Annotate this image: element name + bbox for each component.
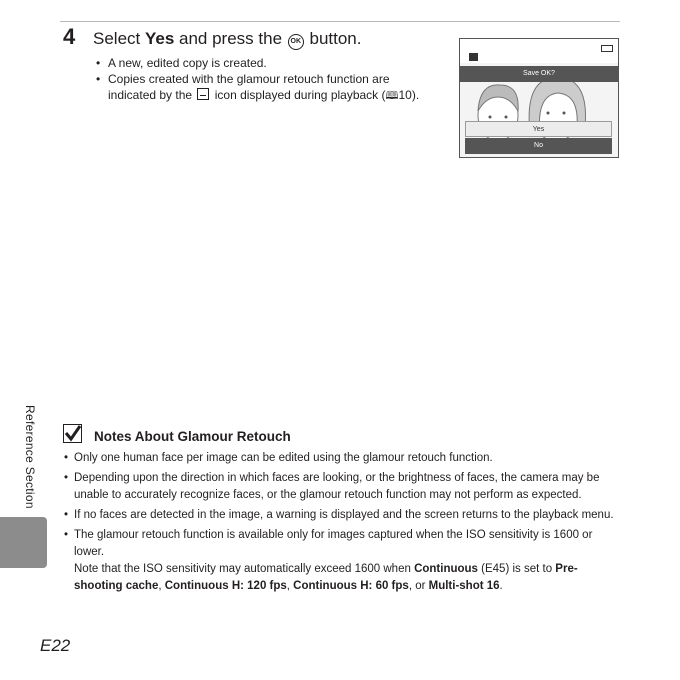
- step-instruction: [93, 29, 361, 50]
- step-text-3: button.: [304, 29, 362, 48]
- note-item-4-text: The glamour retouch function is available only for images captured when the ISO sensitivity is 1600 or lower.: [74, 529, 593, 558]
- cont60-term: Continuous H: 60 fps: [293, 580, 409, 592]
- step-number: 4: [63, 24, 76, 49]
- playback-mode-icon: [469, 53, 478, 61]
- step-bullets: [96, 55, 426, 104]
- sep: , or: [408, 580, 429, 592]
- continuous-term: Continuous: [414, 563, 478, 575]
- section-side-label: Reference Section: [23, 405, 37, 509]
- top-rule: [60, 21, 620, 22]
- sep: .: [499, 580, 503, 592]
- caution-check-icon: [63, 424, 82, 443]
- note-item: [64, 527, 624, 595]
- camera-topbar: [460, 39, 618, 63]
- note-item: • If no faces are detected in the image, a warning is displayed and the screen returns to the playback menu.: [64, 507, 624, 524]
- step-yes-word: Yes: [144, 29, 175, 48]
- step-text-1: Select: [93, 29, 145, 48]
- battery-icon: [601, 45, 613, 52]
- notes-heading: Notes About Glamour Retouch: [94, 429, 291, 444]
- sep: ,: [286, 580, 294, 592]
- yes-option[interactable]: Yes: [465, 121, 612, 137]
- step-bullet-2: [96, 71, 426, 104]
- save-prompt-title: Save OK?: [460, 66, 618, 82]
- bullet-2-text-b: icon displayed during playback (: [211, 88, 386, 102]
- bullet-2-close: ).: [411, 88, 420, 102]
- note-item: • Depending upon the direction in which faces are looking, or the brightness of faces, the camera may be unable to accurately recognize faces, or the glamour retouch function may not perform as expected.: [64, 470, 624, 504]
- note-extra: [74, 561, 624, 595]
- bullet-2-ref: 10: [398, 88, 412, 102]
- step-text-2: and press the: [174, 29, 287, 48]
- note-extra-ref: (E45) is set to: [477, 563, 556, 575]
- page-number: E22: [40, 636, 71, 655]
- cont120-term: Continuous H: 120 fps: [164, 580, 287, 592]
- notes-list: [64, 450, 624, 598]
- step-bullet-1: • A new, edited copy is created.: [96, 55, 426, 71]
- bullet-2-text-a: Copies created with the glamour retouch function are indicated by the: [108, 72, 390, 102]
- book-reference-icon: 🕮: [385, 90, 399, 102]
- ok-button-icon: OK: [288, 34, 304, 50]
- section-tab: [0, 517, 47, 568]
- note-item: • Only one human face per image can be edited using the glamour retouch function.: [64, 450, 624, 467]
- sep: ,: [158, 580, 165, 592]
- preshoot-term: Pre-shooting cache: [74, 563, 578, 592]
- glamour-retouch-icon: [197, 88, 209, 100]
- note-extra-text: Note that the ISO sensitivity may automatically exceed 1600 when: [74, 563, 415, 575]
- multishot-term: Multi-shot 16: [428, 580, 500, 592]
- camera-screen: [459, 38, 619, 158]
- no-option[interactable]: No: [465, 138, 612, 154]
